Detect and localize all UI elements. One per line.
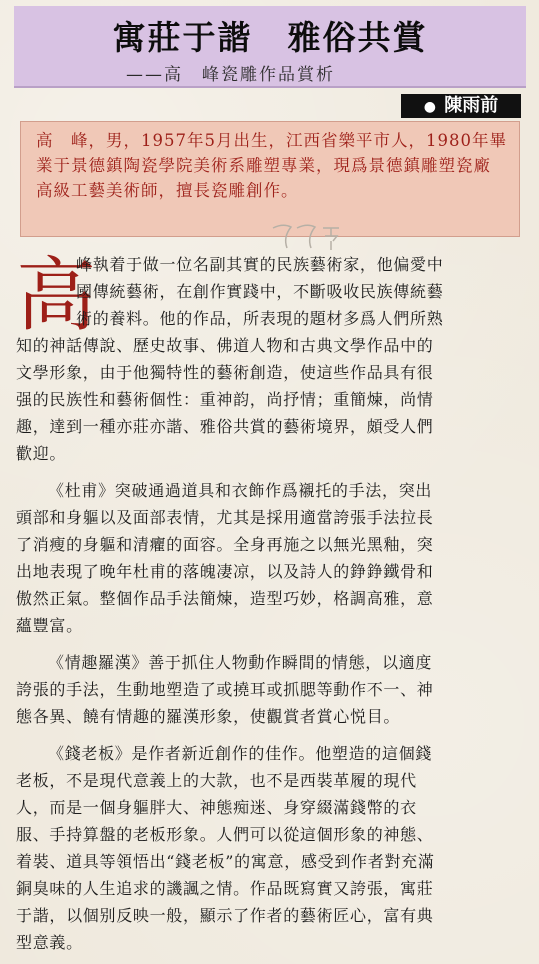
article-subtitle: ——高 峰瓷雕作品賞析 <box>126 65 335 85</box>
body-line-21: 服、手持算盤的老板形象。人們可以從這個形象的神態、 <box>16 825 434 844</box>
body-line-25: 型意義。 <box>16 933 83 952</box>
bio-text: 高 峰，男，1957年5月出生，江西省樂平市人，1980年畢業于景德鎮陶瓷學院美術系雕塑專業，現爲景德鎮雕塑瓷廠高級工藝美術師，擅長瓷雕創作。 <box>36 131 507 200</box>
author-tag <box>401 94 521 118</box>
body-line-18: 《錢老板》是作者新近創作的佳作。他塑造的這個錢 <box>48 744 433 763</box>
body-line-4: 知的神話傳說、歷史故事、佛道人物和古典文學作品中的 <box>16 336 434 355</box>
body-line-20: 人，而是一個身軀胖大、神態痴迷、身穿綴滿錢幣的衣 <box>16 798 417 817</box>
body-line-17: 態各異、饒有情趣的羅漢形象，使觀賞者賞心悦目。 <box>16 707 401 726</box>
body-line-23: 銅臭味的人生追求的譏諷之情。作品既寫實又誇張，寓莊 <box>16 879 434 898</box>
body-line-19: 老板，不是現代意義上的大款，也不是西裝革履的現代 <box>16 771 417 790</box>
body-line-8: 歡迎。 <box>16 444 67 463</box>
body-line-7: 趣，達到一種亦莊亦諧、雅俗共賞的藝術境界，頗受人們 <box>16 417 434 436</box>
title-banner <box>14 6 526 88</box>
body-line-3: 術的養料。他的作品，所表現的題材多爲人們所熟 <box>76 309 444 328</box>
body-line-11: 了消瘦的身軀和清癯的面容。全身再施之以無光黑釉，突 <box>16 535 434 554</box>
body-line-6: 强的民族性和藝術個性：重神韵，尚抒情；重簡煉，尚情 <box>16 390 434 409</box>
body-line-15: 《情趣羅漢》善于抓住人物動作瞬間的情態，以適度 <box>48 653 433 672</box>
body-line-24: 于諧，以個别反映一般，顯示了作者的藝術匠心，富有典 <box>16 906 434 925</box>
body-line-9: 《杜甫》突破通過道具和衣飾作爲襯托的手法，突出 <box>48 481 433 500</box>
body-line-1: 峰執着于做一位名副其實的民族藝術家，他偏愛中 <box>76 255 444 274</box>
drop-cap: 高 <box>16 249 96 342</box>
body-line-10: 頭部和身軀以及面部表情，尤其是採用適當誇張手法拉長 <box>16 508 434 527</box>
body-line-14: 蘊豐富。 <box>16 616 83 635</box>
body-line-5: 文學形象，由于他獨特性的藝術創造，使這些作品具有很 <box>16 363 434 382</box>
article-body <box>16 251 524 954</box>
body-line-16: 誇張的手法，生動地塑造了或撓耳或抓腮等動作不一、神 <box>16 680 434 699</box>
body-line-12: 出地表現了晚年杜甫的落魄凄凉，以及詩人的錚錚鐵骨和 <box>16 562 434 581</box>
body-line-2: 國傳統藝術，在創作實踐中，不斷吸收民族傳統藝 <box>76 282 444 301</box>
author-name: 陳雨前 <box>444 95 499 116</box>
bullet-icon: ● <box>423 99 436 115</box>
signature-stamp <box>265 220 355 254</box>
article-title: 寓莊于諧 雅俗共賞 <box>112 18 428 57</box>
body-line-13: 傲然正氣。整個作品手法簡煉，造型巧妙，格調高雅，意 <box>16 589 434 608</box>
body-line-22: 着裝、道具等領悟出“錢老板”的寓意，感受到作者對充滿 <box>16 852 435 871</box>
